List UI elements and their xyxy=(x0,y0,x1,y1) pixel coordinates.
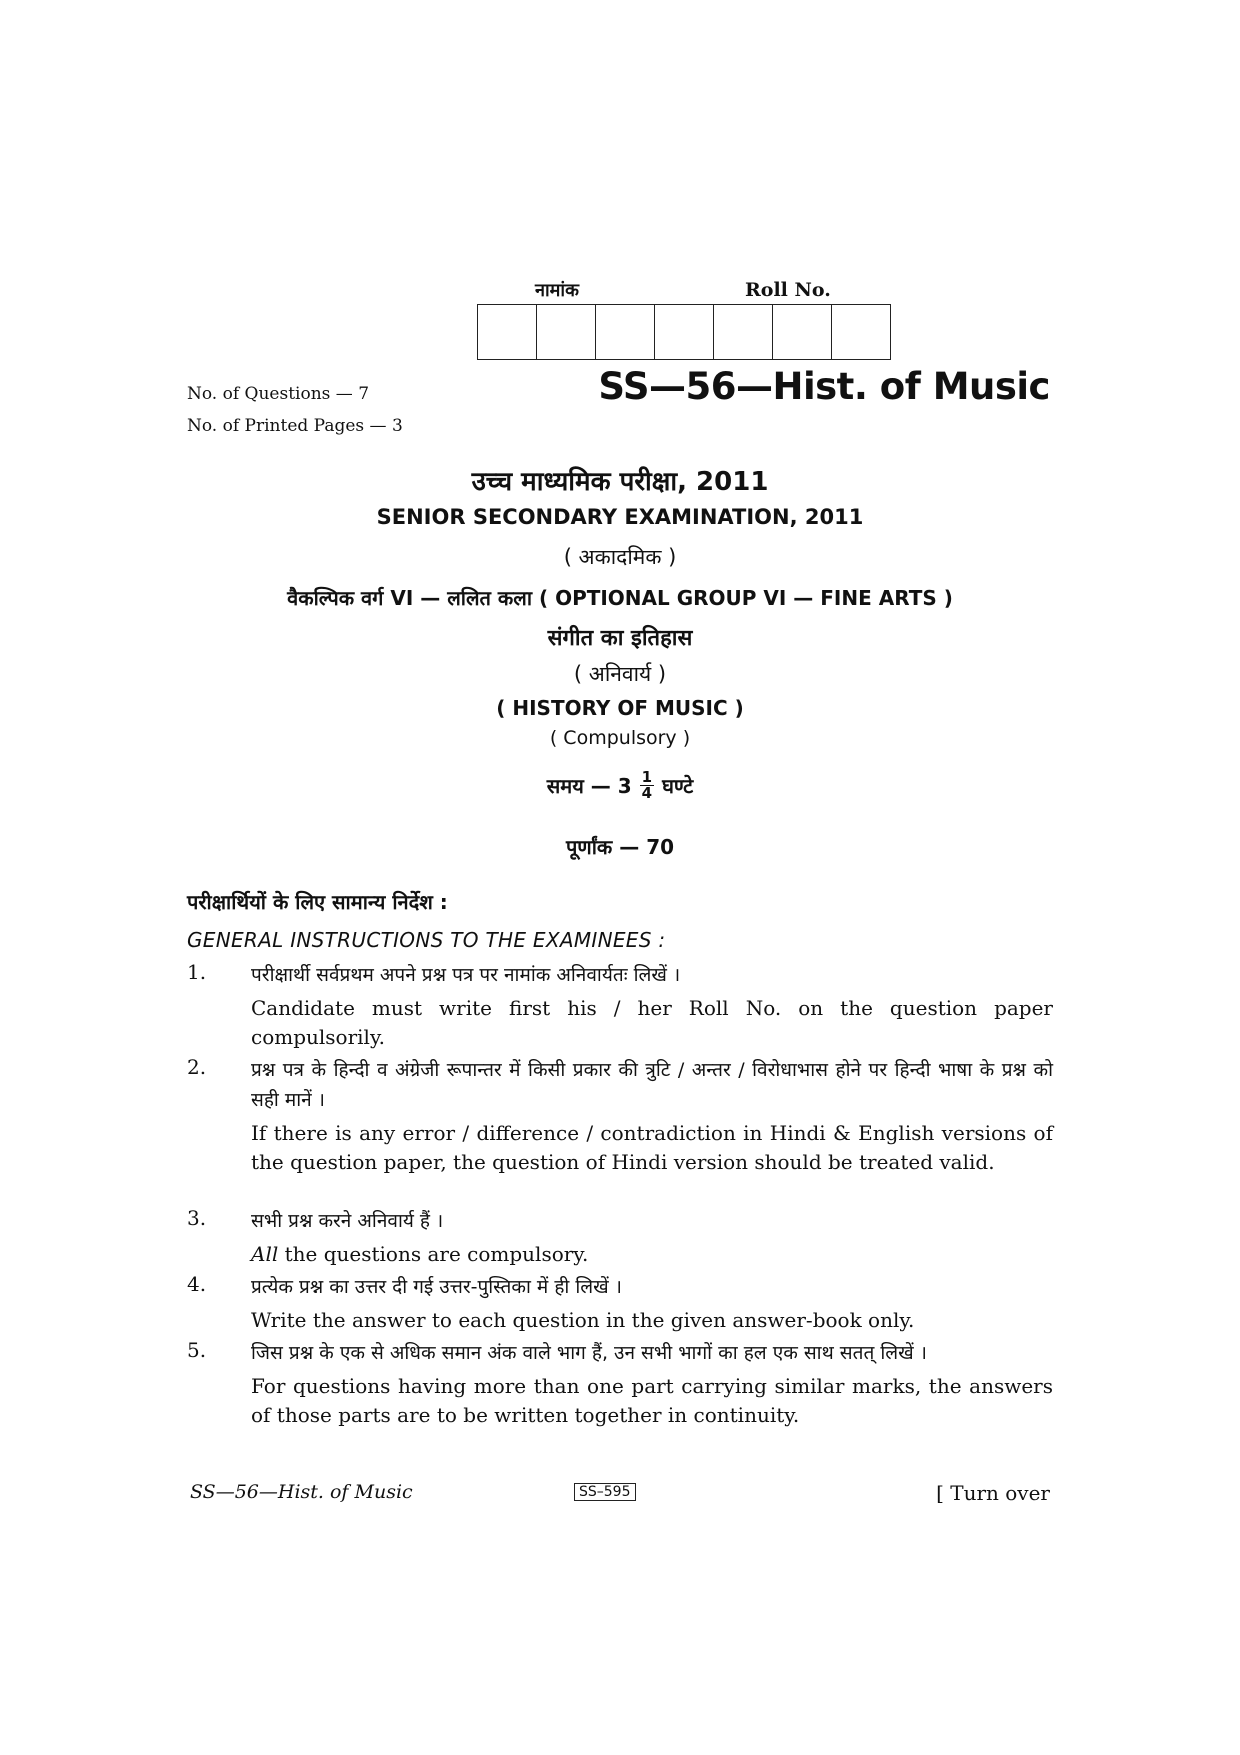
instruction-item xyxy=(187,1338,1053,1430)
roll-box[interactable] xyxy=(714,305,773,359)
instruction-hindi: सभी प्रश्न करने अनिवार्य हैं । xyxy=(251,1210,444,1232)
page-count: No. of Printed Pages — 3 xyxy=(187,416,403,436)
instruction-english: Write the answer to each question in the given answer-book only. xyxy=(251,1308,915,1332)
instruction-hindi: प्रश्न पत्र के हिन्दी व अंग्रेजी रूपान्तर में किसी प्रकार की त्रुटि / अन्तर / विरोधाभास होने पर हिन्दी भाषा के प्रश्न को सही मानें । xyxy=(251,1059,1053,1111)
item-number: 4. xyxy=(187,1272,207,1296)
subject-english: ( HISTORY OF MUSIC ) xyxy=(496,696,744,720)
roll-box[interactable] xyxy=(478,305,537,359)
instruction-english-rest: the questions are compulsory. xyxy=(278,1242,589,1266)
instruction-english: Candidate must write first his / her Roll No. on the question paper compulsorily. xyxy=(251,996,1053,1049)
time-allowed xyxy=(0,770,1240,801)
emphasis-all: All xyxy=(251,1242,279,1266)
instructions-heading-english: GENERAL INSTRUCTIONS TO THE EXAMINEES : xyxy=(187,928,666,952)
instruction-hindi: जिस प्रश्न के एक से अधिक समान अंक वाले भाग हैं, उन सभी भागों का हल एक साथ सतत् लिखें । xyxy=(251,1342,927,1364)
instruction-item xyxy=(187,1206,1053,1269)
item-number: 2. xyxy=(187,1055,207,1079)
fraction-numerator: 1 xyxy=(641,768,653,786)
instructions-heading-hindi: परीक्षार्थियों के लिए सामान्य निर्देश : xyxy=(187,890,448,914)
roll-box[interactable] xyxy=(537,305,596,359)
item-number: 5. xyxy=(187,1338,207,1362)
item-number: 3. xyxy=(187,1206,207,1230)
instruction-english xyxy=(251,1240,1053,1269)
instruction-hindi: परीक्षार्थी सर्वप्रथम अपने प्रश्न पत्र पर नामांक अनिवार्यतः लिखें । xyxy=(251,964,681,986)
footer-series-code: SS–595 xyxy=(574,1483,636,1501)
time-prefix: समय — 3 xyxy=(546,774,632,798)
compulsory-english: ( Compulsory ) xyxy=(549,727,691,749)
maximum-marks: पूर्णांक — 70 xyxy=(565,835,675,859)
roll-label-english: Roll No. xyxy=(745,279,831,301)
paper-code: SS—56—Hist. of Music xyxy=(598,365,1050,408)
instruction-item xyxy=(187,960,1053,1052)
instruction-item xyxy=(187,1272,1053,1335)
instruction-item xyxy=(187,1055,1053,1177)
roll-box[interactable] xyxy=(596,305,655,359)
instruction-english: For questions having more than one part carrying similar marks, the answers of those parts are to be written together in continuity. xyxy=(251,1374,1053,1427)
roll-box[interactable] xyxy=(832,305,890,359)
item-number: 1. xyxy=(187,960,207,984)
time-suffix: घण्टे xyxy=(662,774,694,798)
time-fraction xyxy=(640,770,654,801)
fraction-denominator: 4 xyxy=(641,784,653,802)
instruction-hindi: प्रत्येक प्रश्न का उत्तर दी गई उत्तर-पुस्तिका में ही लिखें । xyxy=(251,1276,622,1298)
roll-label-hindi: नामांक xyxy=(535,280,579,301)
roll-box[interactable] xyxy=(655,305,714,359)
academic-label: ( अकादमिक ) xyxy=(563,545,677,569)
compulsory-hindi: ( अनिवार्य ) xyxy=(573,662,667,686)
roll-number-boxes xyxy=(477,304,891,360)
instruction-english: If there is any error / difference / contradiction in Hindi & English versions of the question paper, the question of Hindi version should be treated valid. xyxy=(251,1121,1053,1174)
exam-title-hindi: उच्च माध्यमिक परीक्षा, 2011 xyxy=(471,467,769,497)
question-count: No. of Questions — 7 xyxy=(187,384,370,404)
subject-hindi: संगीत का इतिहास xyxy=(547,626,693,651)
optional-group: वैकल्पिक वर्ग VI — ललित कला ( OPTIONAL GROUP VI — FINE ARTS ) xyxy=(287,586,953,610)
exam-title-english: SENIOR SECONDARY EXAMINATION, 2011 xyxy=(376,505,864,529)
turn-over-label: [ Turn over xyxy=(936,1481,1050,1505)
roll-box[interactable] xyxy=(773,305,832,359)
footer-paper-code: SS—56—Hist. of Music xyxy=(190,1481,413,1503)
